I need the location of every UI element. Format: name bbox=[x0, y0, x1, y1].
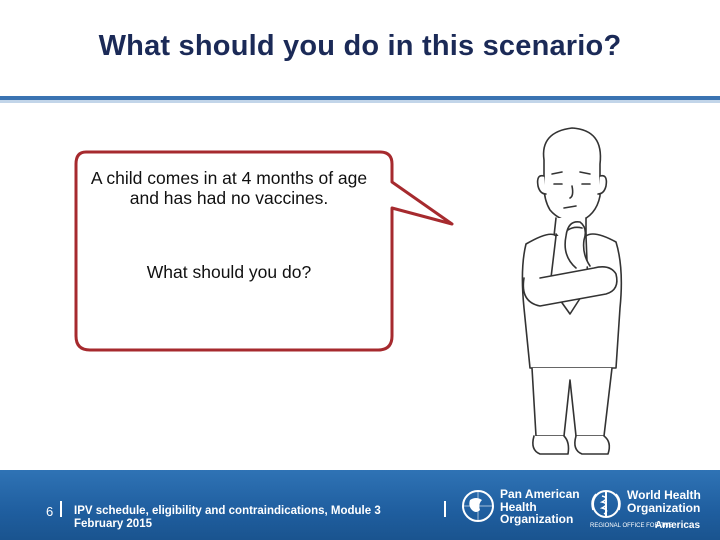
footer-divider bbox=[60, 501, 62, 517]
paho-line2: Health bbox=[500, 499, 537, 514]
who-regional-office: REGIONAL OFFICE FOR THE bbox=[590, 523, 673, 529]
footer-divider bbox=[444, 501, 446, 517]
page-number: 6 bbox=[46, 504, 54, 519]
who-name bbox=[627, 489, 701, 514]
who-line1: World Health bbox=[627, 488, 701, 502]
scenario-text: A child comes in at 4 months of age and has had no vaccines. bbox=[90, 168, 368, 208]
paho-name bbox=[500, 488, 580, 526]
thinking-man-illustration bbox=[490, 118, 630, 468]
scenario-question: What should you do? bbox=[146, 262, 312, 282]
who-logo-icon bbox=[588, 486, 624, 522]
paho-line1: Pan American bbox=[500, 487, 580, 501]
paho-logo-icon bbox=[460, 488, 496, 524]
footer-module-text bbox=[74, 505, 381, 531]
footer-module-line1: IPV schedule, eligibility and contraindications, Module 3 bbox=[74, 505, 381, 517]
paho-line3: Organization bbox=[500, 512, 574, 526]
who-region: Americas bbox=[655, 520, 701, 531]
footer-module-line2: February 2015 bbox=[74, 518, 152, 530]
slide-title: What should you do in this scenario? bbox=[98, 30, 622, 62]
who-line2: Organization bbox=[627, 500, 701, 515]
